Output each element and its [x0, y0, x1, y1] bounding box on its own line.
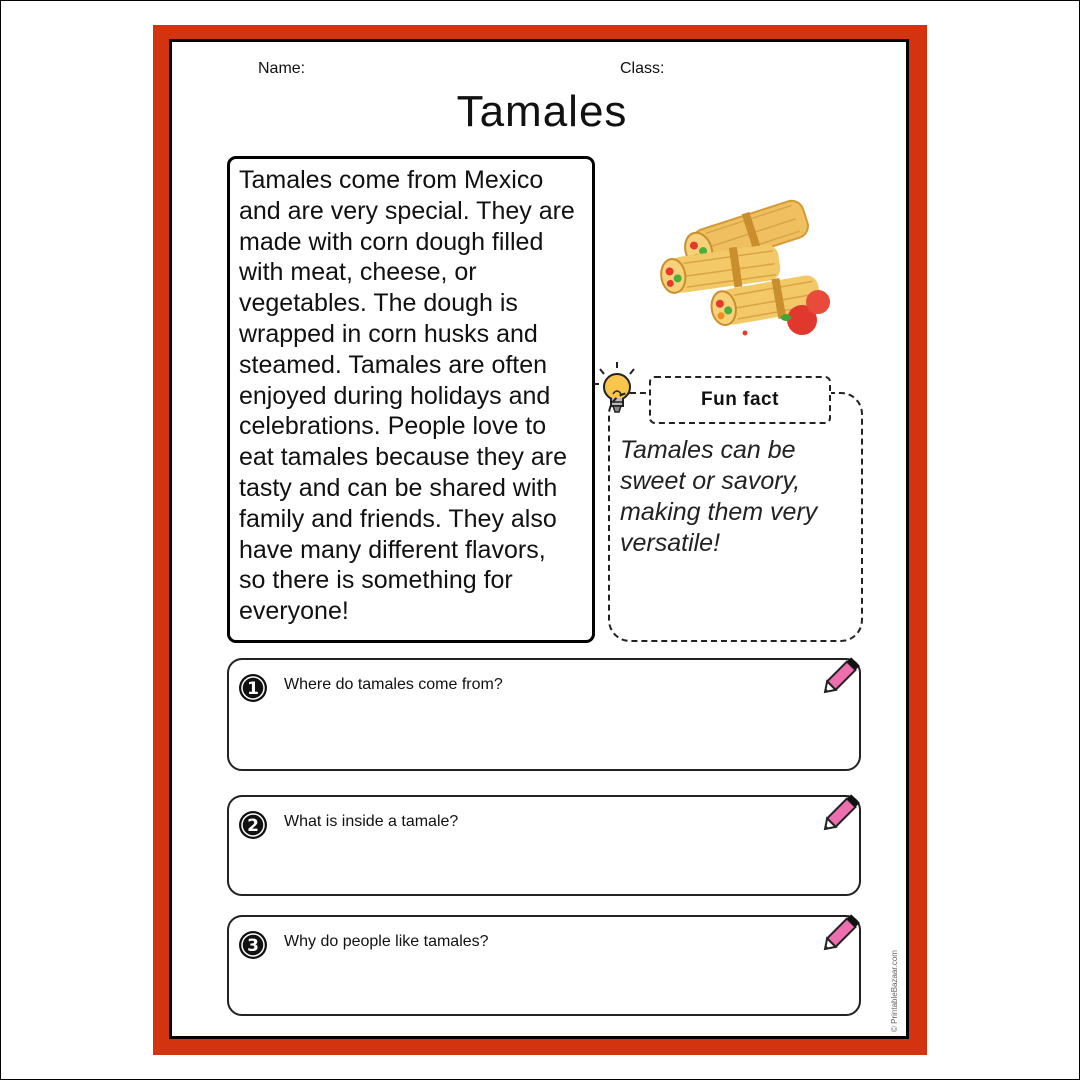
passage-line: steamed. Tamales are often [239, 350, 548, 379]
fun-fact-line: versatile! [620, 529, 721, 557]
passage-line: family and friends. They also [239, 504, 557, 533]
name-label: Name: [258, 60, 306, 77]
passage-line: so there is something for [239, 566, 513, 595]
passage-line: Tamales come from Mexico [239, 166, 544, 194]
passage-line: made with corn dough filled [239, 227, 544, 256]
question-2-answer-box[interactable] [227, 795, 861, 896]
passage-line: enjoyed during holidays and [239, 381, 551, 410]
passage-line: have many different flavors, [239, 535, 546, 564]
fun-fact-line: making them very [620, 498, 818, 526]
passage-line: celebrations. People love to [239, 412, 547, 441]
fun-fact-line: Tamales can be [620, 436, 796, 464]
pencil-icon [817, 650, 867, 700]
number-3-badge [238, 930, 268, 960]
svg-text:1: 1 [247, 679, 259, 699]
svg-text:3: 3 [247, 936, 259, 956]
passage-line: vegetables. The dough is [239, 289, 518, 318]
watermark: © PrintableBazaar.com [890, 950, 899, 1032]
svg-text:2: 2 [247, 816, 259, 836]
fun-fact-line: sweet or savory, [620, 467, 801, 495]
fun-fact-text [620, 435, 850, 559]
pencil-icon [817, 787, 867, 837]
question-2-text: What is inside a tamale? [284, 813, 459, 830]
passage-line: eat tamales because they are [239, 443, 567, 472]
question-3-answer-box[interactable] [227, 915, 861, 1016]
number-2-badge [238, 810, 268, 840]
question-3-text: Why do people like tamales? [284, 933, 489, 950]
fun-fact-title: Fun fact [649, 376, 831, 424]
passage-line: everyone! [239, 597, 349, 626]
passage-line: and are very special. They are [239, 196, 575, 225]
question-1-answer-box[interactable] [227, 658, 861, 771]
page-title: Tamales [456, 87, 628, 136]
pencil-icon [817, 907, 867, 957]
question-1-text: Where do tamales come from? [284, 676, 503, 693]
passage-line: tasty and can be shared with [239, 473, 558, 502]
worksheet-page [169, 39, 909, 1039]
tamales-illustration [650, 150, 850, 350]
class-label: Class: [620, 60, 665, 77]
number-1-badge [238, 673, 268, 703]
reading-passage [227, 156, 595, 643]
passage-line: with meat, cheese, or [239, 258, 477, 287]
passage-line: wrapped in corn husks and [239, 319, 538, 348]
worksheet-border [153, 25, 927, 1055]
